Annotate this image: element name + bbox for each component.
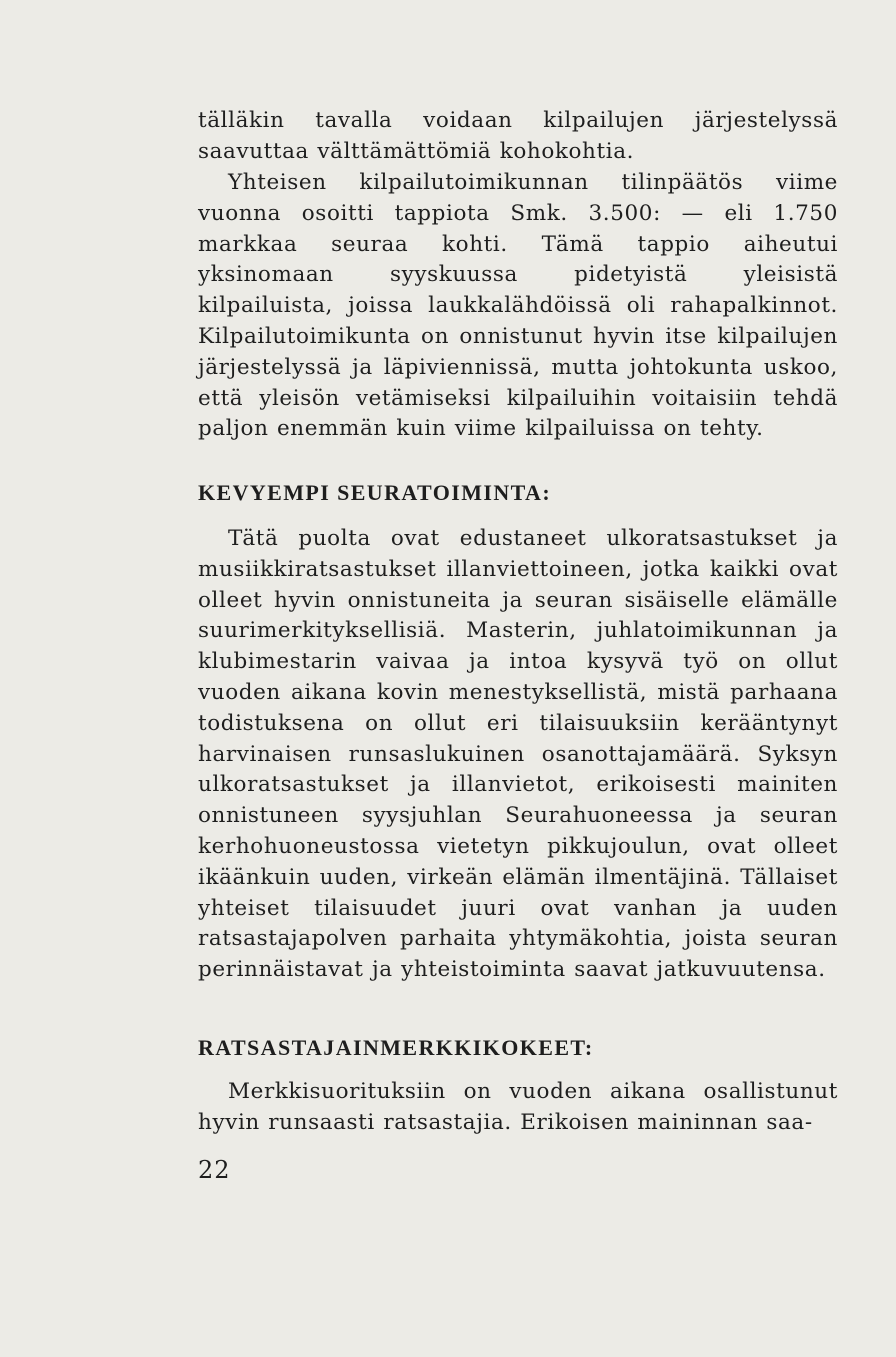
section-heading-ratsastajainmerkkikokeet: RATSASTAJAINMERKKIKOKEET: xyxy=(198,1035,594,1060)
paragraph-block-3 xyxy=(198,524,838,986)
section-heading-block-2 xyxy=(198,1033,838,1063)
section-heading-kevyempi-seuratoiminta: KEVYEMPI SEURATOIMINTA: xyxy=(198,480,552,505)
paragraph-continued xyxy=(198,106,838,168)
paragraph-4: Merkkisuorituksiin on vuoden aikana osallistunut hyvin runsaasti ratsastajia. Erikoisen maininnan saa- xyxy=(198,1079,838,1135)
paragraph-1: tälläkin tavalla voidaan kilpailujen järjestelyssä saavuttaa välttämättömiä kohokohtia. xyxy=(198,108,838,164)
paragraph-block-4 xyxy=(198,1077,838,1139)
paragraph-3: Tätä puolta ovat edustaneet ulkoratsastukset ja musiikkiratsastukset illanviettoineen, jotka kaikki ovat olleet hyvin onnistuneita ja seuran sisäiselle elämälle suurimerkityksellisiä. Masterin, juhlatoimikunnan ja klubimestarin vaivaa ja intoa kysyvä työ on ollut vuoden aikana kovin menestyksellistä, mistä parhaana todistuksena on ollut eri tilaisuuksiin kerääntynyt harvinaisen runsaslukuinen osanottajamäärä. Syksyn ulkoratsastukset ja illanvietot, erikoisesti mainiten onnistuneen syysjuhlan Seurahuoneessa ja seuran kerhohuoneustossa vietetyn pikkujoulun, ovat olleet ikäänkuin uuden, virkeän elämän ilmentäjinä. Tällaiset yhteiset tilaisuudet juuri ovat vanhan ja uuden ratsastajapolven parhaita yhtymäkohtia, joista seuran perinnäistavat ja yhteistoiminta saavat jatkuvuutensa. xyxy=(198,526,838,983)
page-number: 22 xyxy=(198,1156,231,1184)
section-heading-block-1 xyxy=(198,478,838,508)
paragraph-2: Yhteisen kilpailutoimikunnan tilinpäätös viime vuonna osoitti tappiota Smk. 3.500: — eli 1.750 markkaa seuraa kohti. Tämä tappio aiheutui yksinomaan syyskuussa pidetyistä yleisistä kilpailuista, joissa laukkalähdöissä oli rahapalkinnot. Kilpailutoimikunta on onnistunut hyvin itse kilpailujen järjestelyssä ja läpiviennissä, mutta johtokunta uskoo, että yleisön vetämiseksi kilpailuihin voitaisiin tehdä paljon enemmän kuin viime kilpailuissa on tehty. xyxy=(198,170,838,442)
paragraph-block-2 xyxy=(198,168,838,445)
